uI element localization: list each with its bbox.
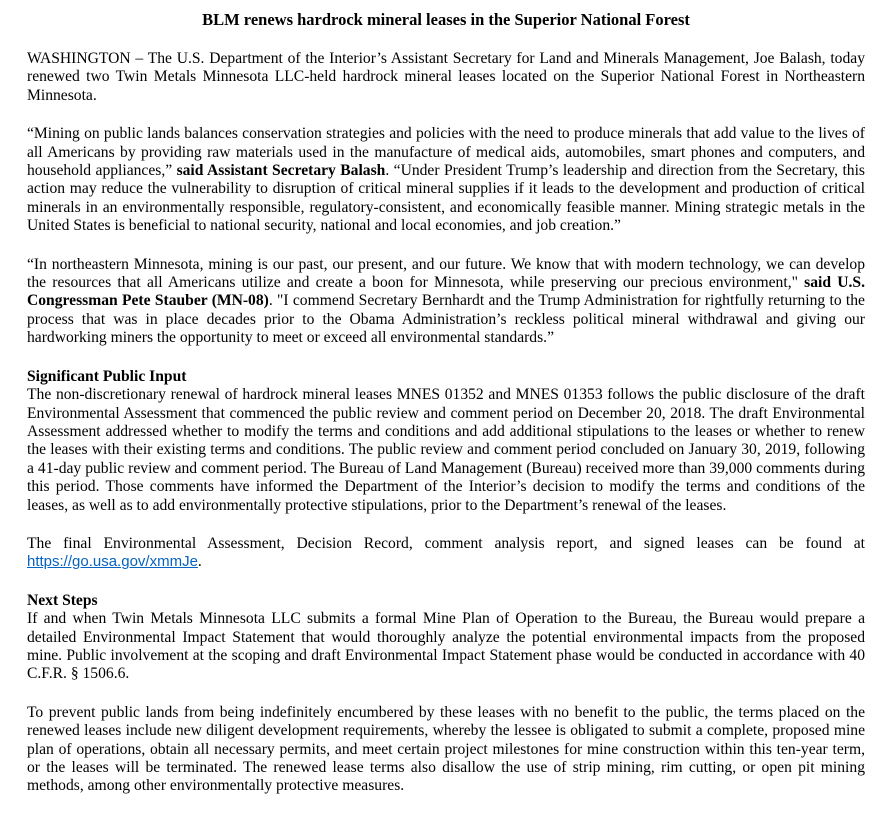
public-input-paragraph: The non-discretionary renewal of hardrock mineral leases MNES 01352 and MNES 01353 follows the public disclosure of the draft Environmental Assessment that commenced the public review and comment period on December 20, 2018. The draft Environmental Assessment addressed whether to modify the terms and conditions and add additional stipulations to the leases or whether to renew the leases with their existing terms and conditions. The public review and comment period concluded on January 30, 2019, following a 41-day public review and comment period. The Bureau of Land Management (Bureau) received more than 39,000 comments during this period. Those comments have informed the Department of the Interior’s decision to modify the terms and conditions of the leases, as well as to add environmentally protective stipulations, prior to the Department’s renewal of the leases. <box>27 386 865 514</box>
intro-text: The U.S. Department of the Interior’s Assistant Secretary for Land and Minerals Management, Joe Balash, today renewed two Twin Metals Minnesota LLC-held hardrock mineral leases located on the Superior National Forest in Northeastern Minnesota. <box>27 50 865 104</box>
quote-stauber-speaker: said U.S. Congressman Pete Stauber (MN-08) <box>27 274 865 310</box>
quote-balash-speaker: said Assistant Secretary Balash <box>176 162 386 180</box>
final-documents-text: The final Environmental Assessment, Decision Record, comment analysis report, and signed leases can be found at <box>27 534 865 552</box>
quote-balash-paragraph <box>27 125 865 235</box>
quote-balash-part2: . “Under President Trump’s leadership and direction from the Secretary, this action may reduce the vulnerability to disruption of critical mineral supplies if it leads to the development and production of critical minerals in an environmentally responsible, regulatory-consistent, and economically feasible manner. Mining strategic metals in the United States is beneficial to national security, national and local economies, and job creation.” <box>27 162 865 235</box>
documents-link[interactable]: https://go.usa.gov/xmmJe <box>27 553 198 571</box>
section-heading-next-steps: Next Steps <box>27 591 98 609</box>
next-steps-paragraph: If and when Twin Metals Minnesota LLC submits a formal Mine Plan of Operation to the Bureau, the Bureau would prepare a detailed Environmental Impact Statement that would thoroughly analyze the potential environmental impacts from the proposed mine. Public involvement at the scoping and draft Environmental Impact Statement phase would be conducted in accordance with 40 C.F.R. § 1506.6. <box>27 610 865 683</box>
link-suffix: . <box>197 553 202 571</box>
intro-paragraph <box>27 50 865 105</box>
quote-balash-part1: “Mining on public lands balances conservation strategies and policies with the need to produce minerals that add value to the lives of all Americans by providing raw materials used in the manufacture of medical aids, automobiles, smart phones and computers, and household appliances,” <box>27 125 865 180</box>
quote-stauber-paragraph <box>27 256 865 348</box>
final-documents-paragraph <box>27 535 865 572</box>
quote-stauber-part2: . "I commend Secretary Bernhardt and the Trump Administration for rightfully returning to the process that was in place decades prior to the Obama Administration’s reckless political mineral withdrawal and giving our hardworking miners the opportunity to meet or exceed all environmental standards.” <box>27 292 865 347</box>
dateline: WASHINGTON – <box>27 50 148 67</box>
press-release <box>27 10 865 796</box>
page-title: BLM renews hardrock mineral leases in the Superior National Forest <box>202 10 690 29</box>
quote-stauber-part1: “In northeastern Minnesota, mining is our past, our present, and our future. We know that with modern technology, we can develop the resources that all Americans utilize and create a boon for Minnesota, while preserving our precious environment," <box>27 255 865 292</box>
lease-terms-paragraph: To prevent public lands from being indefinitely encumbered by these leases with no benefit to the public, the terms placed on the renewed leases include new diligent development requirements, whereby the lessee is obligated to submit a complete, proposed mine plan of operations, obtain all necessary permits, and meet certain project milestones for mine construction within this ten-year term, or the leases will be terminated. The renewed lease terms also disallow the use of strip mining, rim cutting, or open pit mining methods, among other environmentally protective measures. <box>27 703 865 795</box>
section-heading-public-input: Significant Public Input <box>27 367 187 385</box>
